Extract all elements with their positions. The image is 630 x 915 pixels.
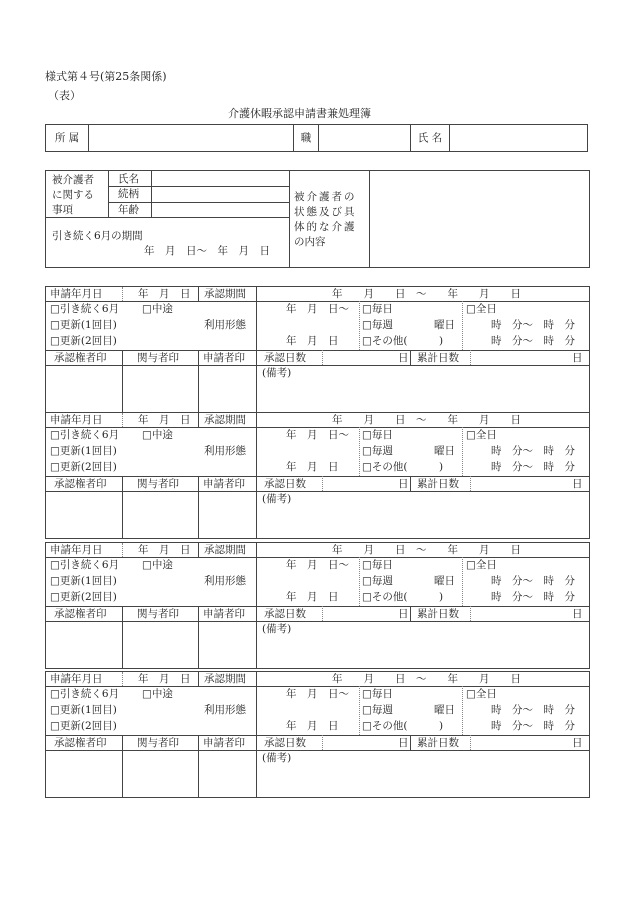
condition-label-3: 体的な介護 (294, 221, 357, 233)
remarks-label: (備考) (262, 493, 292, 505)
approved-days-label: 承認日数 (264, 352, 306, 364)
applicant-info-row (45, 124, 588, 152)
weekday-label: 曜日 (434, 704, 455, 716)
weekly-checkbox[interactable]: □毎週 (362, 704, 393, 716)
time-range-2[interactable]: 時 分～ 時 分 (491, 335, 575, 347)
daily-checkbox[interactable]: □毎日 (362, 688, 393, 700)
care-section-label-3: 事項 (52, 204, 73, 216)
application-date-value[interactable]: 年 月 日 (138, 544, 191, 556)
affiliation-label: 所 属 (46, 125, 89, 152)
cumulative-days-unit: 日 (572, 737, 583, 749)
other-checkbox[interactable]: □その他( ) (362, 720, 444, 732)
weekday-label: 曜日 (434, 445, 455, 457)
approval-period-label: 承認期間 (204, 673, 246, 685)
form-number: 様式第４号(第25条関係) (45, 70, 167, 83)
weekly-checkbox[interactable]: □毎週 (362, 445, 393, 457)
time-range-1[interactable]: 時 分～ 時 分 (491, 575, 575, 587)
daily-checkbox[interactable]: □毎日 (362, 303, 393, 315)
approved-days-unit: 日 (398, 352, 409, 364)
application-date-value[interactable]: 年 月 日 (138, 673, 191, 685)
weekly-checkbox[interactable]: □毎週 (362, 319, 393, 331)
option-continuous[interactable]: □引き続く6月 (50, 303, 120, 315)
position-label: 職 (294, 125, 319, 152)
option-renew-1[interactable]: □更新(1回目) (50, 575, 117, 587)
application-date-label: 申請年月日 (50, 544, 103, 556)
time-range-1[interactable]: 時 分～ 時 分 (491, 319, 575, 331)
approved-days-label: 承認日数 (264, 478, 306, 490)
approval-period-label: 承認期間 (204, 288, 246, 300)
approved-days-unit: 日 (398, 478, 409, 490)
approval-period-label: 承認期間 (204, 544, 246, 556)
approver-seal-label: 承認権者印 (54, 478, 107, 490)
daily-checkbox[interactable]: □毎日 (362, 559, 393, 571)
usage-date-end[interactable]: 年 月 日 (286, 591, 339, 603)
condition-label-1: 被介護者の (294, 191, 357, 203)
approved-days-label: 承認日数 (264, 737, 306, 749)
remarks-label: (備考) (262, 623, 292, 635)
cumulative-days-label: 累計日数 (417, 737, 459, 749)
record-block (45, 542, 590, 669)
approver-seal-label: 承認権者印 (54, 608, 107, 620)
time-range-2[interactable]: 時 分～ 時 分 (491, 591, 575, 603)
approved-days-unit: 日 (398, 608, 409, 620)
record-block (45, 671, 590, 798)
care-section-label-1: 被介護者 (52, 174, 94, 186)
name-field[interactable] (450, 125, 588, 152)
option-midway[interactable]: □中途 (142, 303, 173, 315)
approval-period-value[interactable]: 年 月 日 ～ 年 月 日 (332, 288, 521, 300)
time-range-2[interactable]: 時 分～ 時 分 (491, 720, 575, 732)
option-continuous[interactable]: □引き続く6月 (50, 559, 120, 571)
all-day-checkbox[interactable]: □全日 (466, 559, 497, 571)
approval-period-label: 承認期間 (204, 414, 246, 426)
involved-seal-label: 関与者印 (137, 478, 179, 490)
document-title: 介護休暇承認申請書兼処理簿 (228, 107, 371, 120)
affiliation-field[interactable] (89, 125, 294, 152)
option-renew-2[interactable]: □更新(2回目) (50, 461, 117, 473)
care-name-label: 氏名 (118, 173, 139, 185)
care-recipient-box (45, 170, 590, 268)
involved-seal-label: 関与者印 (137, 352, 179, 364)
all-day-checkbox[interactable]: □全日 (466, 303, 497, 315)
position-field[interactable] (319, 125, 411, 152)
usage-label: 利用形態 (204, 575, 246, 587)
approver-seal-label: 承認権者印 (54, 737, 107, 749)
approval-period-value[interactable]: 年 月 日 ～ 年 月 日 (332, 673, 521, 685)
all-day-checkbox[interactable]: □全日 (466, 688, 497, 700)
option-midway[interactable]: □中途 (142, 559, 173, 571)
involved-seal-label: 関与者印 (137, 737, 179, 749)
usage-date-start[interactable]: 年 月 日～ (286, 429, 349, 441)
applicant-seal-label: 申請者印 (203, 352, 245, 364)
cumulative-days-unit: 日 (572, 478, 583, 490)
record-block (45, 412, 590, 539)
option-continuous[interactable]: □引き続く6月 (50, 688, 120, 700)
weekday-label: 曜日 (434, 575, 455, 587)
application-date-label: 申請年月日 (50, 288, 103, 300)
daily-checkbox[interactable]: □毎日 (362, 429, 393, 441)
care-period-label: 引き続く6月の期間 (52, 230, 143, 242)
approver-seal-label: 承認権者印 (54, 352, 107, 364)
option-renew-2[interactable]: □更新(2回目) (50, 591, 117, 603)
option-renew-2[interactable]: □更新(2回目) (50, 720, 117, 732)
cumulative-days-label: 累計日数 (417, 608, 459, 620)
applicant-seal-label: 申請者印 (203, 478, 245, 490)
approval-period-value[interactable]: 年 月 日 ～ 年 月 日 (332, 414, 521, 426)
condition-label-4: の内容 (294, 236, 326, 248)
involved-seal-label: 関与者印 (137, 608, 179, 620)
usage-date-start[interactable]: 年 月 日～ (286, 559, 349, 571)
cumulative-days-unit: 日 (572, 608, 583, 620)
time-range-2[interactable]: 時 分～ 時 分 (491, 461, 575, 473)
care-section-label-2: に関する (52, 189, 94, 201)
weekday-label: 曜日 (434, 319, 455, 331)
application-date-label: 申請年月日 (50, 673, 103, 685)
other-checkbox[interactable]: □その他( ) (362, 591, 444, 603)
applicant-seal-label: 申請者印 (203, 737, 245, 749)
condition-label-2: 状態及び具 (294, 206, 357, 218)
option-midway[interactable]: □中途 (142, 429, 173, 441)
care-period-dates: 年 月 日～ 年 月 日 (144, 245, 270, 257)
applicant-seal-label: 申請者印 (203, 608, 245, 620)
other-checkbox[interactable]: □その他( ) (362, 335, 444, 347)
record-block (45, 286, 590, 413)
form-side: （表） (48, 89, 81, 102)
option-renew-1[interactable]: □更新(1回目) (50, 704, 117, 716)
usage-date-end[interactable]: 年 月 日 (286, 461, 339, 473)
remarks-label: (備考) (262, 752, 292, 764)
usage-date-start[interactable]: 年 月 日～ (286, 303, 349, 315)
cumulative-days-label: 累計日数 (417, 478, 459, 490)
option-renew-2[interactable]: □更新(2回目) (50, 335, 117, 347)
usage-date-end[interactable]: 年 月 日 (286, 335, 339, 347)
time-range-1[interactable]: 時 分～ 時 分 (491, 704, 575, 716)
approved-days-unit: 日 (398, 737, 409, 749)
option-midway[interactable]: □中途 (142, 688, 173, 700)
care-relation-label: 続柄 (118, 188, 139, 200)
care-age-label: 年齢 (118, 204, 139, 216)
weekly-checkbox[interactable]: □毎週 (362, 575, 393, 587)
option-renew-1[interactable]: □更新(1回目) (50, 445, 117, 457)
application-date-label: 申請年月日 (50, 414, 103, 426)
name-label: 氏 名 (411, 125, 450, 152)
application-date-value[interactable]: 年 月 日 (138, 414, 191, 426)
option-continuous[interactable]: □引き続く6月 (50, 429, 120, 441)
time-range-1[interactable]: 時 分～ 時 分 (491, 445, 575, 457)
cumulative-days-unit: 日 (572, 352, 583, 364)
application-date-value[interactable]: 年 月 日 (138, 288, 191, 300)
other-checkbox[interactable]: □その他( ) (362, 461, 444, 473)
usage-label: 利用形態 (204, 319, 246, 331)
remarks-label: (備考) (262, 367, 292, 379)
usage-date-start[interactable]: 年 月 日～ (286, 688, 349, 700)
approved-days-label: 承認日数 (264, 608, 306, 620)
usage-date-end[interactable]: 年 月 日 (286, 720, 339, 732)
cumulative-days-label: 累計日数 (417, 352, 459, 364)
approval-period-value[interactable]: 年 月 日 ～ 年 月 日 (332, 544, 521, 556)
all-day-checkbox[interactable]: □全日 (466, 429, 497, 441)
option-renew-1[interactable]: □更新(1回目) (50, 319, 117, 331)
usage-label: 利用形態 (204, 704, 246, 716)
usage-label: 利用形態 (204, 445, 246, 457)
